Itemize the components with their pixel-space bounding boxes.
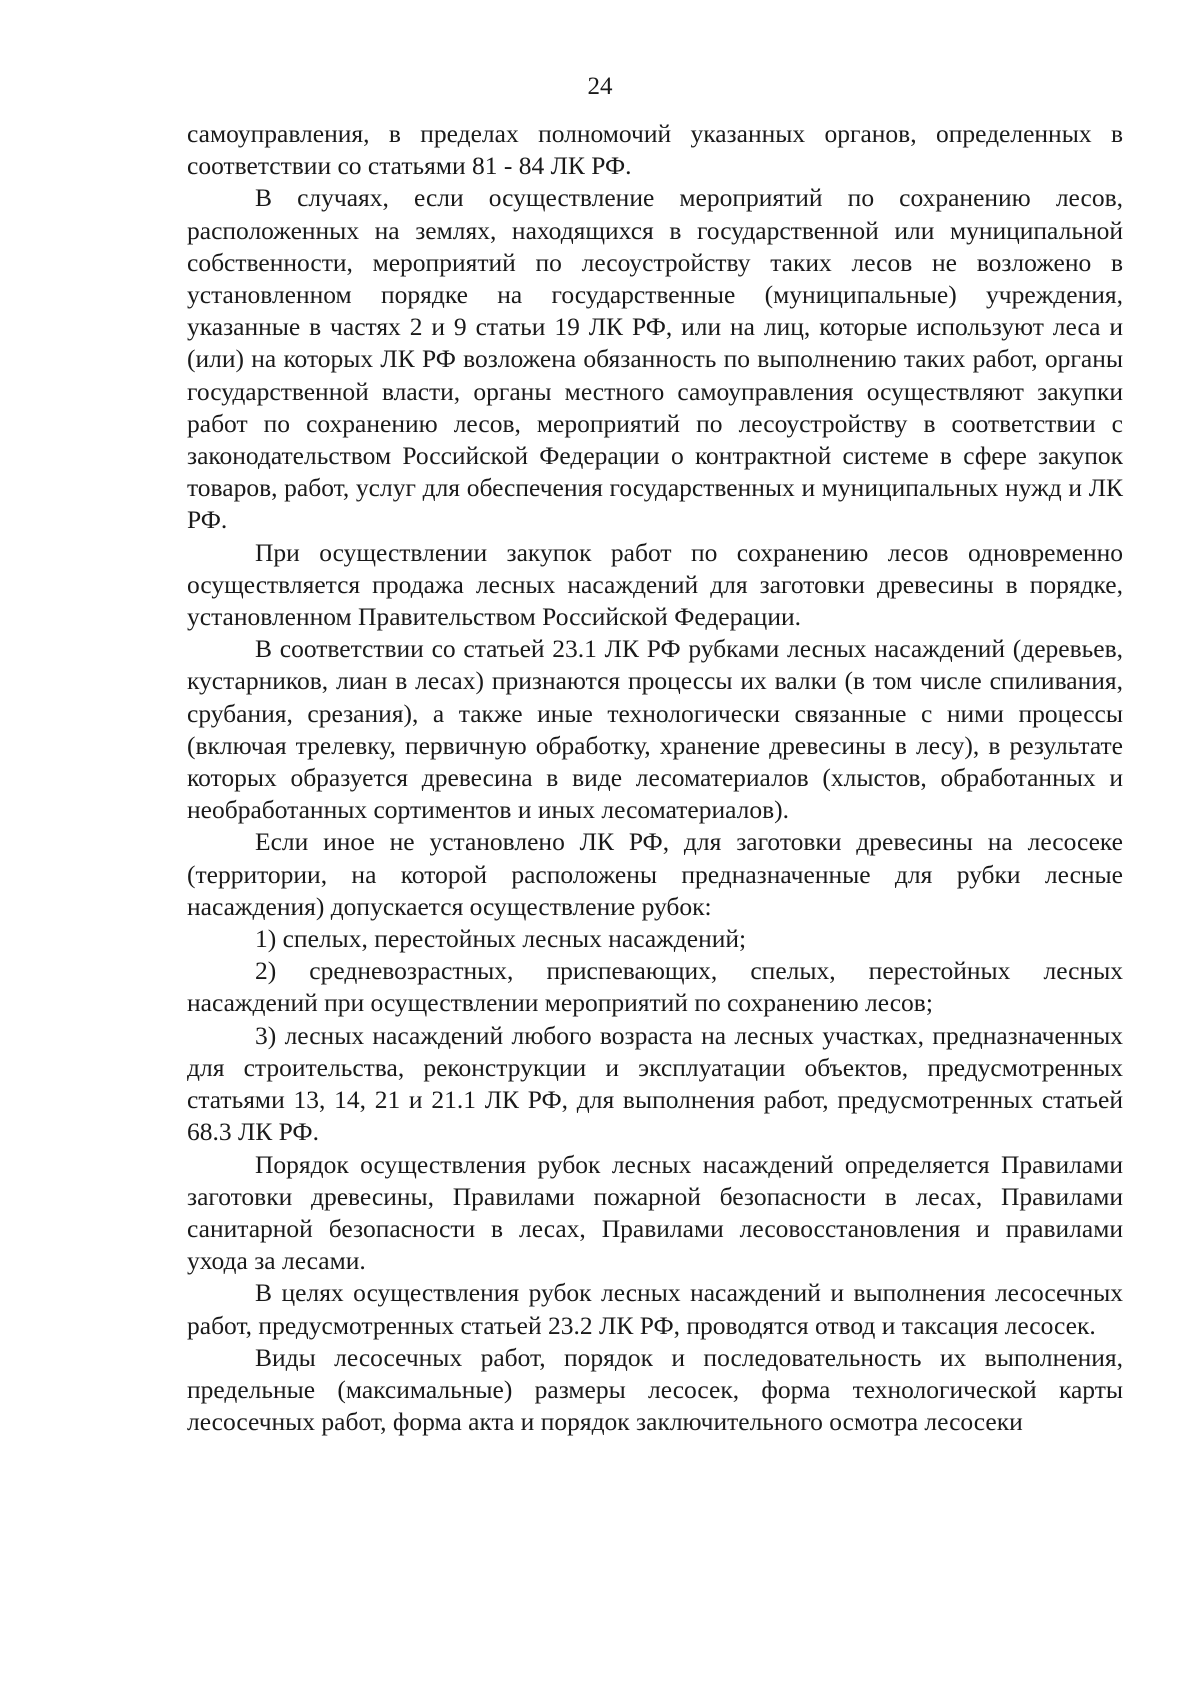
document-body (187, 118, 1123, 1438)
page-number: 24 (587, 73, 613, 100)
paragraph: Порядок осуществления рубок лесных насаждений определяется Правилами заготовки древесины, Правилами пожарной безопасности в лесах, Правилами санитарной безопасности в лесах, Правилами лесовосстановления и правилами ухода за лесами. (187, 1149, 1123, 1276)
paragraph: Виды лесосечных работ, порядок и последовательность их выполнения, предельные (максимальные) размеры лесосек, форма технологической карты лесосечных работ, форма акта и порядок заключительного осмотра лесосеки (187, 1342, 1123, 1437)
list-item: 3) лесных насаждений любого возраста на лесных участках, предназначенных для строительства, реконструкции и эксплуатации объектов, предусмотренных статьями 13, 14, 21 и 21.1 ЛК РФ, для выполнения работ, предусмотренных статьей 68.3 ЛК РФ. (187, 1020, 1123, 1147)
paragraph: При осуществлении закупок работ по сохранению лесов одновременно осуществляется продажа лесных насаждений для заготовки древесины в порядке, установленном Правительством Российской Федерации. (187, 537, 1123, 632)
paragraph: В соответствии со статьей 23.1 ЛК РФ рубками лесных насаждений (деревьев, кустарников, лиан в лесах) признаются процессы их валки (в том числе спиливания, срубания, срезания), а также иные технологически связанные с ними процессы (включая трелевку, первичную обработку, хранение древесины в лесу), в результате которых образуется древесина в виде лесоматериалов (хлыстов, обработанных и необработанных сортиментов и иных лесоматериалов). (187, 634, 1123, 825)
paragraph: Если иное не установлено ЛК РФ, для заготовки древесины на лесосеке (территории, на которой расположены предназначенные для рубки лесные насаждения) допускается осуществление рубок: (187, 827, 1123, 921)
list-item: 2) средневозрастных, приспевающих, спелых, перестойных лесных насаждений при осуществлении мероприятий по сохранению лесов; (187, 956, 1123, 1018)
paragraph: В целях осуществления рубок лесных насаждений и выполнения лесосечных работ, предусмотренных статьей 23.2 ЛК РФ, проводятся отвод и таксация лесосек. (187, 1278, 1123, 1340)
paragraph: В случаях, если осуществление мероприятий по сохранению лесов, расположенных на землях, находящихся в государственной или муниципальной собственности, мероприятий по лесоустройству таких лесов не возложено в установленном порядке на государственные (муниципальные) учреждения, указанные в частях 2 и 9 статьи 19 ЛК РФ, или на лиц, которые используют леса и (или) на которых ЛК РФ возложена обязанность по выполнению таких работ, органы государственной власти, органы местного самоуправления осуществляют закупки работ по сохранению лесов, мероприятий по лесоустройству в соответствии с законодательством Российской Федерации о контрактной системе в сфере закупок товаров, работ, услуг для обеспечения государственных и муниципальных нужд и ЛК РФ. (187, 183, 1123, 535)
paragraph-continuation: самоуправления, в пределах полномочий указанных органов, определенных в соответствии со статьями 81 - 84 ЛК РФ. (187, 119, 1123, 181)
list-item: 1) спелых, перестойных лесных насаждений; (255, 924, 747, 954)
